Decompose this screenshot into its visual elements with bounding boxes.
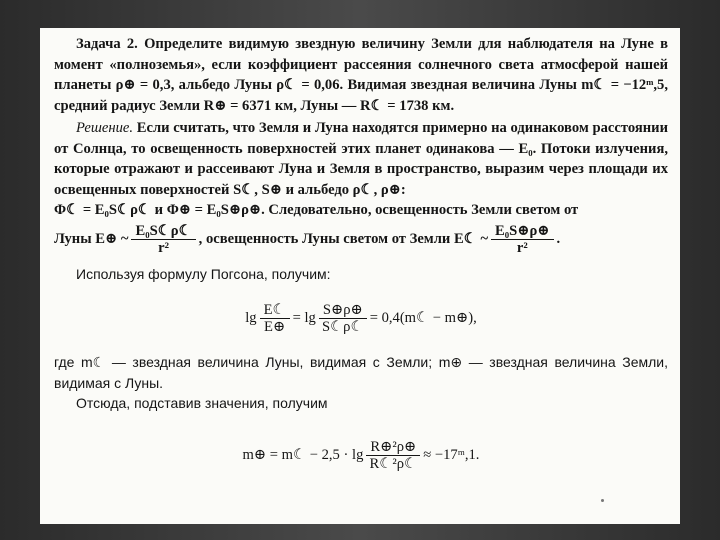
formula1-rhs: = 0,4(m☾ − m⊕), bbox=[369, 309, 477, 326]
illum-end: . bbox=[556, 230, 561, 247]
speck-dot bbox=[601, 499, 604, 502]
illum-num-1: E₀S☾ρ☾ bbox=[131, 223, 195, 240]
formula1-eq: = lg bbox=[292, 309, 316, 326]
formula1-num-b: S⊕ρ⊕ bbox=[319, 302, 367, 319]
formula1-fraction-b bbox=[319, 302, 367, 335]
formula2-rhs: ≈ −17ᵐ,1. bbox=[423, 447, 480, 464]
formula2-lhs: m⊕ = m☾ − 2,5 · lg bbox=[242, 447, 364, 464]
solution-text: Если считать, что Земля и Луна находятся примерно на одинаковом расстоянии от Солнца, то освещенность поверхностей этих планет одинакова — E₀. Потоки излучения, которые отражают и рассеивают Луна и Земля в пространство, выразим через площади их освещенных поверхностей S☾, S⊕ и альбедо ρ☾, ρ⊕: bbox=[54, 120, 668, 198]
illum-den-1: r² bbox=[158, 239, 169, 256]
formula1-den-b: S☾ρ☾ bbox=[321, 318, 364, 335]
illum-den-2: r² bbox=[516, 239, 528, 256]
document-content bbox=[54, 34, 668, 484]
solution-paragraph bbox=[54, 118, 668, 200]
document-page bbox=[40, 28, 680, 524]
illum-num-2: E₀S⊕ρ⊕ bbox=[491, 223, 554, 240]
problem-paragraph bbox=[54, 34, 668, 116]
formula2-num: R⊕²ρ⊕ bbox=[366, 439, 420, 456]
problem-text: Определите видимую звездную величину Земли для наблюдателя на Луне в момент «полноземья», если коэффициент рассеяния солнечного света атмосферой нашей планеты ρ⊕ = 0,3, альбедо Луны ρ☾ = 0,06. Видимая звездная величина Луны m☾ = −12ᵐ,5, средний радиус Земли R⊕ = 6371 км, Луны — R☾ = 1738 км. bbox=[54, 36, 668, 114]
result-formula bbox=[54, 428, 668, 484]
illum-mid: , освещенность Луны светом от Земли E☾ ~ bbox=[198, 230, 489, 247]
flux-line: Φ☾ = E₀S☾ρ☾ и Φ⊕ = E₀S⊕ρ⊕. Следовательно, освещенность Земли светом от bbox=[54, 202, 579, 218]
formula2-den: R☾²ρ☾ bbox=[369, 456, 418, 472]
formula1-lg: lg bbox=[245, 309, 257, 326]
formula2-fraction bbox=[366, 439, 420, 472]
then-line: Отсюда, подставив значения, получим bbox=[76, 395, 328, 411]
where-paragraph: где m☾ — звездная величина Луны, видимая с Земли; m⊕ — звездная величина Земли, видимая с Луны. bbox=[54, 354, 668, 391]
pogson-formula bbox=[54, 292, 668, 344]
illuminance-line bbox=[54, 223, 668, 256]
pogson-intro: Используя формулу Погсона, получим: bbox=[76, 265, 331, 282]
solution-label: Решение. bbox=[76, 120, 134, 136]
formula1-den-a: E⊕ bbox=[264, 318, 286, 335]
illum-fraction-2 bbox=[491, 223, 554, 256]
illum-prefix: Луны E⊕ ~ bbox=[54, 230, 129, 247]
formula1-num-a: E☾ bbox=[260, 302, 290, 319]
problem-title: Задача 2. bbox=[76, 36, 138, 52]
formula1-fraction-a bbox=[260, 302, 290, 335]
illum-fraction-1 bbox=[131, 223, 195, 256]
